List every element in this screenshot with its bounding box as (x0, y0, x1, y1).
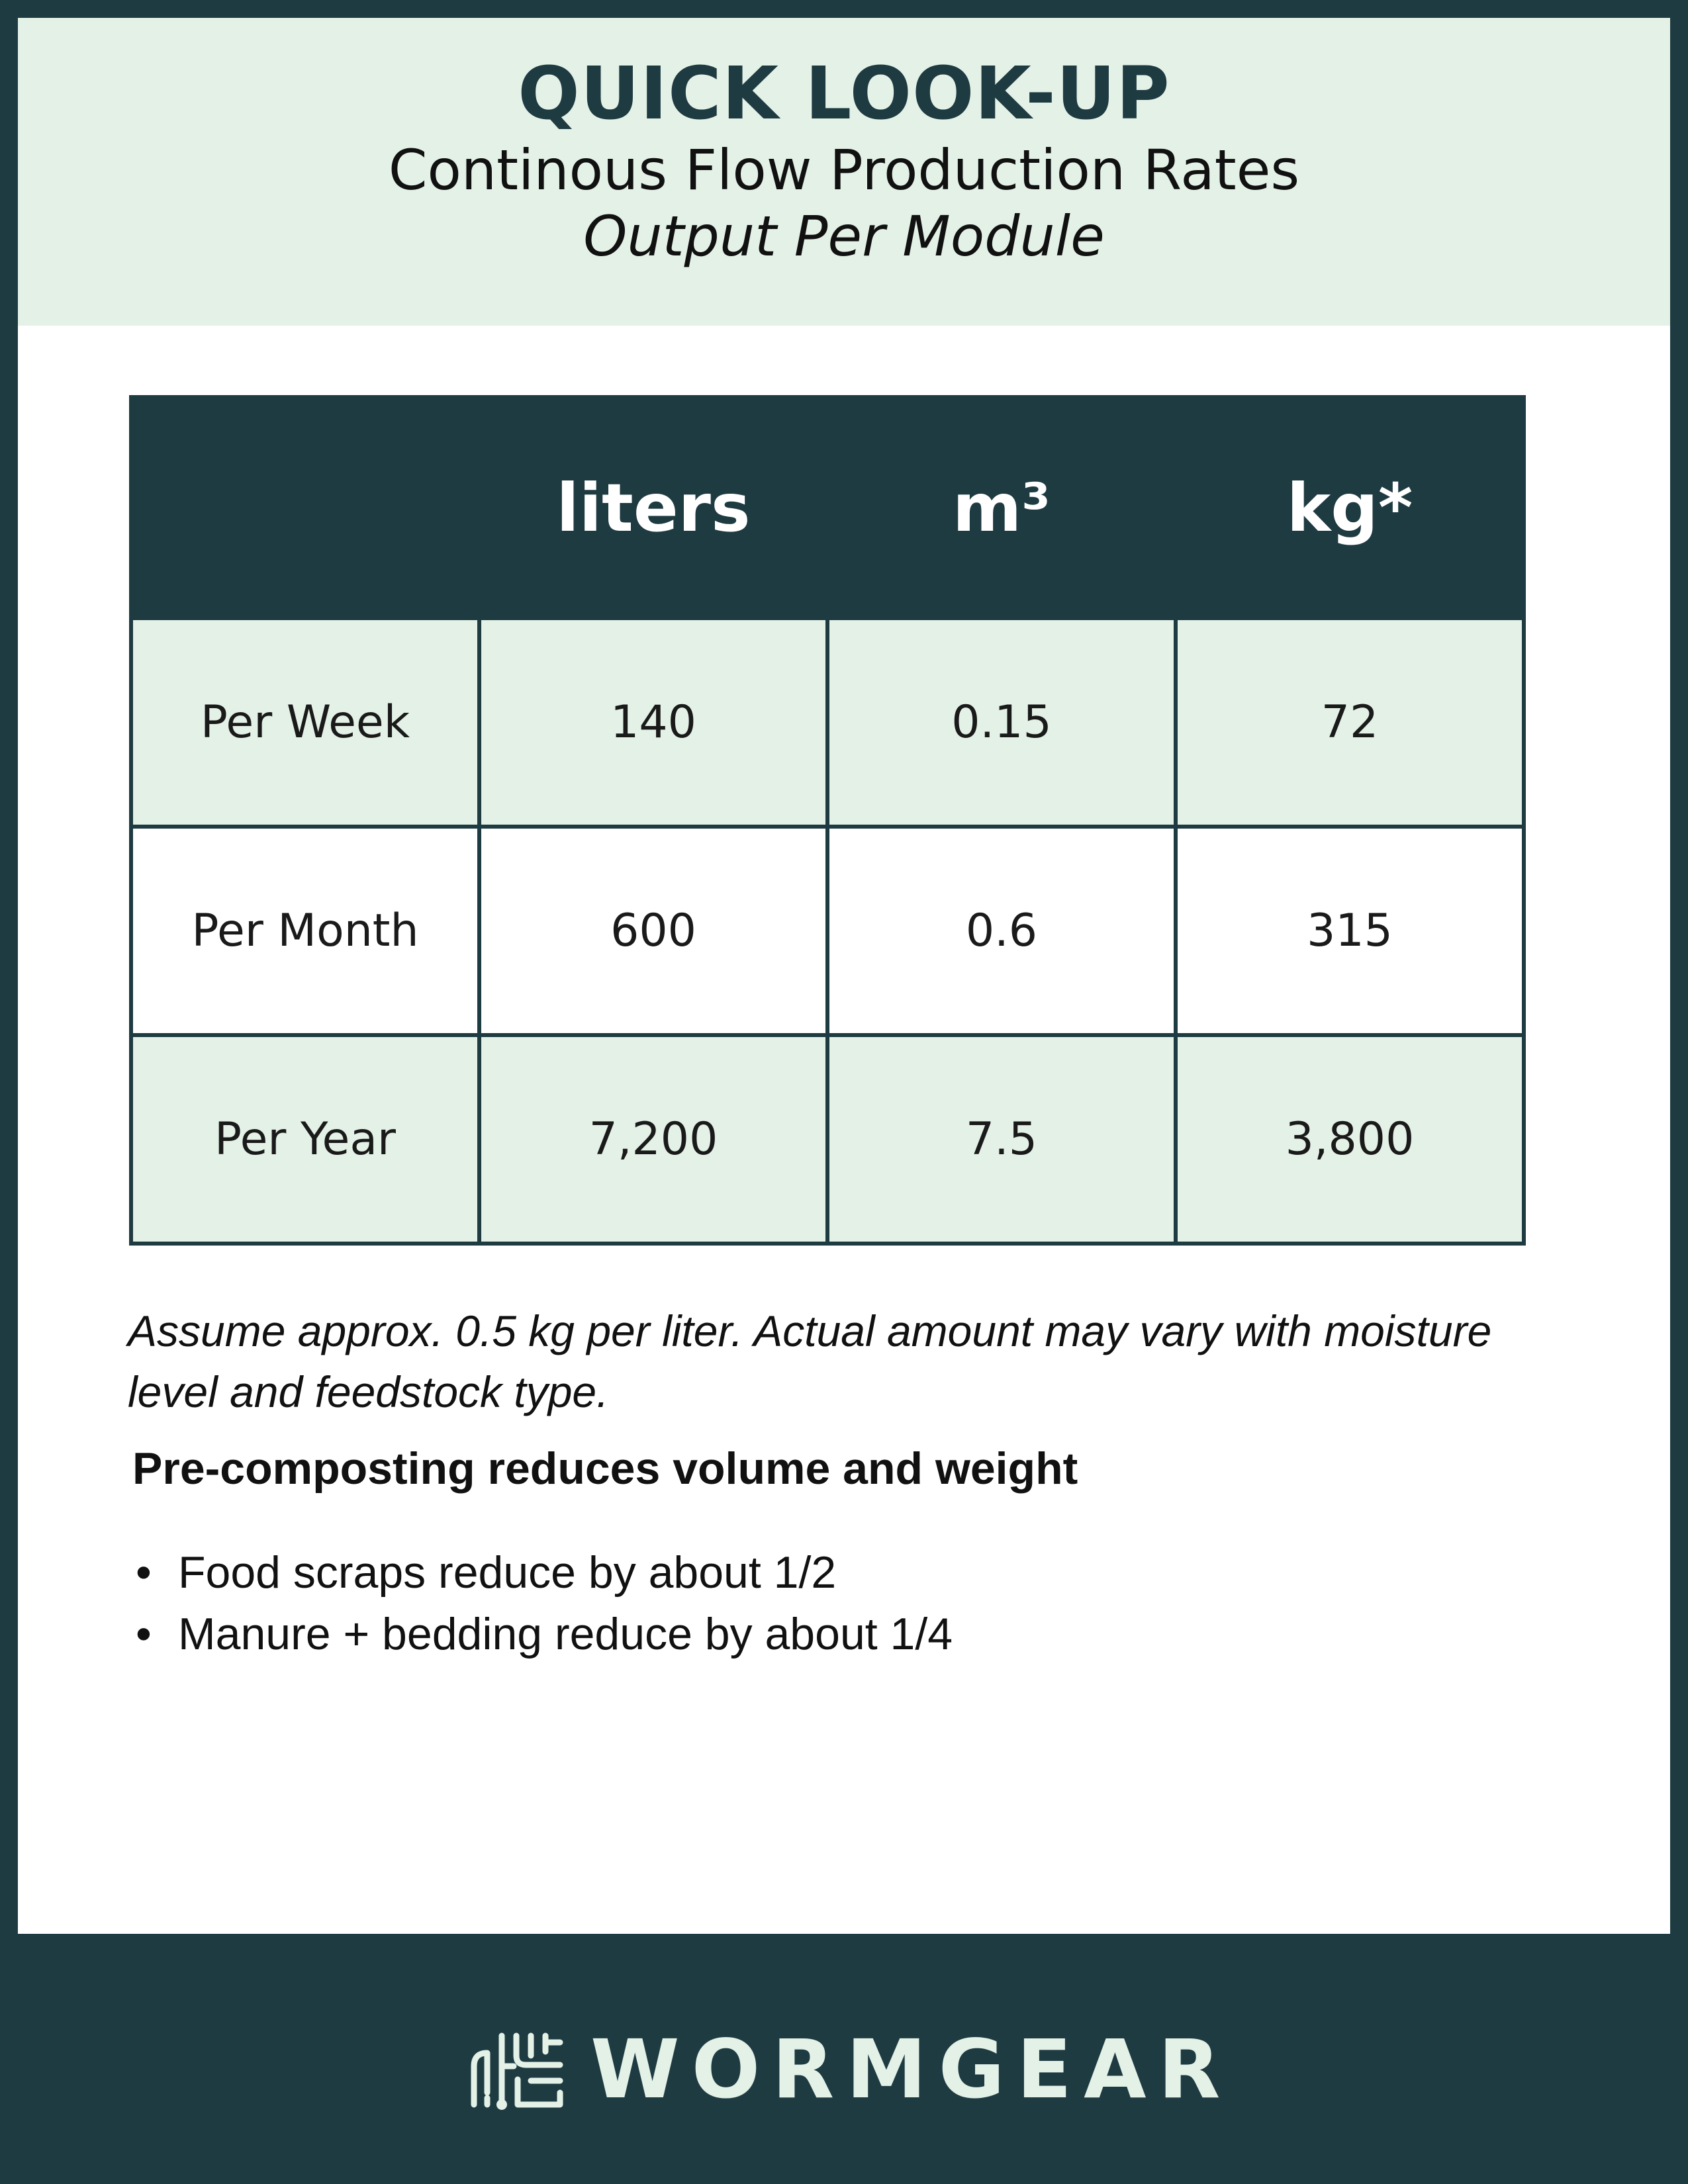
precompost-list (136, 1542, 953, 1665)
column-header-m3: m³ (827, 397, 1176, 618)
table-row (131, 1035, 1524, 1244)
cell-liters: 140 (479, 618, 827, 827)
cell-m3: 7.5 (827, 1035, 1176, 1244)
column-header-kg: kg* (1176, 397, 1524, 618)
cell-liters: 7,200 (479, 1035, 827, 1244)
table-row (131, 827, 1524, 1035)
row-label: Per Month (131, 827, 479, 1035)
list-item (136, 1604, 953, 1665)
precompost-heading: Pre-composting reduces volume and weight (132, 1443, 1078, 1494)
page-subtitle-italic: Output Per Module (583, 204, 1105, 269)
list-item-text: Food scraps reduce by about 1/2 (178, 1547, 837, 1598)
cell-liters: 600 (479, 827, 827, 1035)
footer (0, 1934, 1688, 2184)
column-header-empty (131, 397, 479, 618)
header-banner (18, 18, 1670, 326)
production-rates-table (129, 395, 1526, 1246)
column-header-liters: liters (479, 397, 827, 618)
row-label: Per Year (131, 1035, 479, 1244)
bullet-icon: • (136, 1547, 152, 1598)
cell-kg: 315 (1176, 827, 1524, 1035)
page-subtitle: Continous Flow Production Rates (388, 138, 1300, 203)
page-title: QUICK LOOK-UP (518, 51, 1170, 136)
row-label: Per Week (131, 618, 479, 827)
footnote: Assume approx. 0.5 kg per liter. Actual amount may vary with moisture level and feedstock type. (128, 1306, 1492, 1416)
cell-m3: 0.6 (827, 827, 1176, 1035)
cell-kg: 3,800 (1176, 1035, 1524, 1244)
brand-logo (467, 2023, 1233, 2116)
cell-m3: 0.15 (827, 618, 1176, 827)
table-header-row (131, 397, 1524, 618)
wormgear-logo-icon (467, 2026, 567, 2113)
brand-name: WORMGEAR (590, 2023, 1233, 2116)
table-row (131, 618, 1524, 827)
cell-kg: 72 (1176, 618, 1524, 827)
list-item (136, 1542, 953, 1604)
list-item-text: Manure + bedding reduce by about 1/4 (178, 1609, 953, 1659)
bullet-icon: • (136, 1609, 152, 1659)
